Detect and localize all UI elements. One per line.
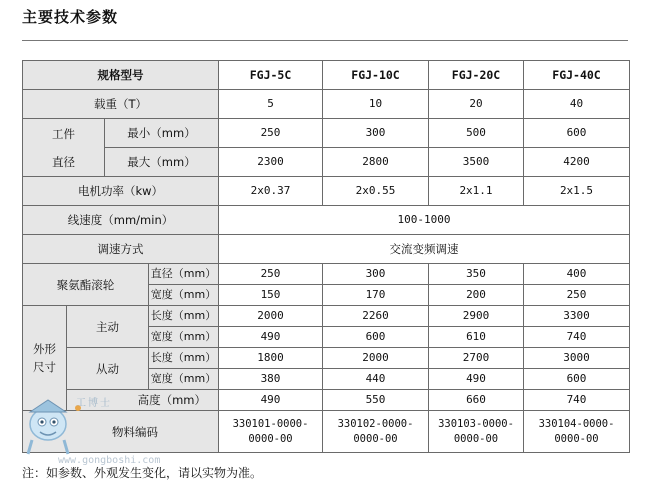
height-value: 490 — [219, 390, 323, 411]
height-value: 660 — [429, 390, 524, 411]
workpiece-max-label: 最大（mm） — [105, 148, 219, 177]
workpiece-label-bottom: 直径 — [52, 154, 75, 169]
motor-value: 2x1.5 — [524, 177, 630, 206]
roller-width-value: 170 — [323, 285, 429, 306]
speed-row — [23, 206, 630, 235]
drive-width-value: 740 — [524, 327, 630, 348]
load-value: 20 — [429, 90, 524, 119]
roller-width-value: 200 — [429, 285, 524, 306]
title-rule — [22, 40, 628, 41]
driven-label: 从动 — [67, 348, 149, 390]
driven-width-label: 宽度（mm） — [149, 369, 219, 390]
dims-label-text: 外形尺寸 — [33, 342, 56, 374]
roller-diameter-row — [23, 264, 630, 285]
motor-value: 2x0.55 — [323, 177, 429, 206]
workpiece-min-value: 600 — [524, 119, 630, 148]
speed-label: 线速度（mm/min） — [23, 206, 219, 235]
drive-width-label: 宽度（mm） — [149, 327, 219, 348]
footnote: 注：如参数、外观发生变化，请以实物为准。 — [22, 466, 263, 480]
drive-width-value: 610 — [429, 327, 524, 348]
model-header: FGJ-10C — [323, 61, 429, 90]
spec-label: 规格型号 — [23, 61, 219, 90]
speed-mode-label: 调速方式 — [23, 235, 219, 264]
driven-length-value: 2000 — [323, 348, 429, 369]
motor-label: 电机功率（kw） — [23, 177, 219, 206]
drive-label: 主动 — [67, 306, 149, 348]
header-row — [23, 61, 630, 90]
motor-value: 2x1.1 — [429, 177, 524, 206]
roller-diameter-value: 350 — [429, 264, 524, 285]
workpiece-max-value: 2300 — [219, 148, 323, 177]
workpiece-min-value: 500 — [429, 119, 524, 148]
workpiece-min-row — [23, 119, 630, 148]
drive-length-value: 2260 — [323, 306, 429, 327]
driven-length-label: 长度（mm） — [149, 348, 219, 369]
speed-mode-row — [23, 235, 630, 264]
driven-length-row — [23, 348, 630, 369]
watermark-url: www.gongboshi.com — [58, 455, 161, 466]
speed-mode-value: 交流变频调速 — [219, 235, 630, 264]
speed-value: 100-1000 — [219, 206, 630, 235]
watermark-brand: 工博士 — [76, 398, 112, 409]
code-value: 330104-0000-0000-00 — [524, 411, 630, 453]
workpiece-min-value: 300 — [323, 119, 429, 148]
motor-row — [23, 177, 630, 206]
page-title: 主要技术参数 — [22, 8, 119, 26]
workpiece-max-row — [23, 148, 630, 177]
roller-width-label: 宽度（mm） — [149, 285, 219, 306]
height-value: 740 — [524, 390, 630, 411]
model-header: FGJ-20C — [429, 61, 524, 90]
workpiece-max-value: 2800 — [323, 148, 429, 177]
roller-diameter-value: 300 — [323, 264, 429, 285]
workpiece-max-value: 3500 — [429, 148, 524, 177]
roller-diameter-value: 400 — [524, 264, 630, 285]
roller-label: 聚氨酯滚轮 — [23, 264, 149, 306]
roller-width-value: 250 — [524, 285, 630, 306]
load-value: 5 — [219, 90, 323, 119]
code-row — [23, 411, 630, 453]
motor-value: 2x0.37 — [219, 177, 323, 206]
code-value: 330102-0000-0000-00 — [323, 411, 429, 453]
driven-length-value: 3000 — [524, 348, 630, 369]
model-header: FGJ-5C — [219, 61, 323, 90]
drive-length-value: 3300 — [524, 306, 630, 327]
height-label: 高度（mm） — [67, 390, 219, 411]
height-value: 550 — [323, 390, 429, 411]
drive-width-value: 600 — [323, 327, 429, 348]
driven-width-value: 600 — [524, 369, 630, 390]
model-header: FGJ-40C — [524, 61, 630, 90]
drive-length-value: 2000 — [219, 306, 323, 327]
load-value: 40 — [524, 90, 630, 119]
drive-length-row — [23, 306, 630, 327]
workpiece-min-label: 最小（mm） — [105, 119, 219, 148]
spec-table — [22, 60, 630, 453]
load-label: 载重（T） — [23, 90, 219, 119]
height-row — [23, 390, 630, 411]
drive-length-value: 2900 — [429, 306, 524, 327]
load-value: 10 — [323, 90, 429, 119]
drive-width-value: 490 — [219, 327, 323, 348]
roller-diameter-value: 250 — [219, 264, 323, 285]
driven-length-value: 1800 — [219, 348, 323, 369]
code-value: 330101-0000-0000-00 — [219, 411, 323, 453]
driven-width-value: 380 — [219, 369, 323, 390]
workpiece-max-value: 4200 — [524, 148, 630, 177]
driven-width-value: 490 — [429, 369, 524, 390]
driven-length-value: 2700 — [429, 348, 524, 369]
roller-width-value: 150 — [219, 285, 323, 306]
code-label: 物料编码 — [23, 411, 219, 453]
code-value: 330103-0000-0000-00 — [429, 411, 524, 453]
spec-table-wrapper — [22, 60, 629, 453]
workpiece-label-top: 工件 — [52, 126, 75, 141]
roller-diameter-label: 直径（mm） — [149, 264, 219, 285]
workpiece-group-label — [23, 119, 105, 177]
drive-length-label: 长度（mm） — [149, 306, 219, 327]
load-row — [23, 90, 630, 119]
workpiece-min-value: 250 — [219, 119, 323, 148]
driven-width-value: 440 — [323, 369, 429, 390]
